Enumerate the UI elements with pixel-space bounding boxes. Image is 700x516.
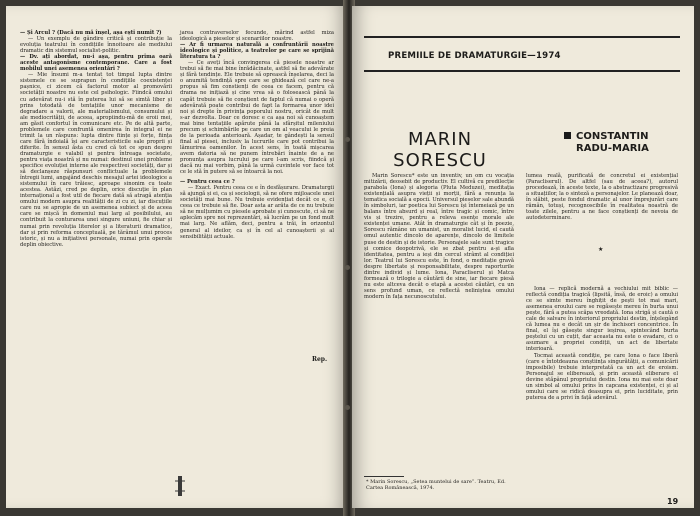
paragraph: Iona — replică modernă a vechiului mit biblic — reflectă condiția tragică (lipsită, însă, de eroic) a omului ce se simte mereu înghițit de pești tot mai mari, asemenea eroului care se regăsește mereu în burta unui pește, fără a putea scăpa vreodată. Iona strigă și caută o cale de salvare în interiorul propriului destin, înțelegând că lumea nu e decât un șir de închisori concentrice. În final, el își găsește singur ieșirea, spintecând burta peștelui cu un cuțit, dar aceasta nu este o evadare, ci o asumare a propriei condiții, un act de libertate interioară. <box>526 286 678 353</box>
banner-title: PREMIILE DE DRAMATURGIE—1974 <box>388 51 561 61</box>
left-page-column-1 <box>20 30 172 248</box>
right-page <box>352 6 694 508</box>
binding-hole <box>345 265 350 270</box>
right-page-column-1 <box>364 173 514 300</box>
binding-hole <box>345 405 350 410</box>
paragraph: — Și Arcul ? (Dacă nu mă înșel, așa ești numit ?) <box>20 30 162 36</box>
paragraph: lumea reală, purificată de concretul ei existențial (Paracliserul). De altfel (sau de aceea?), autorul procedează, în aceste texte, la o abstractizare progresivă a situațiilor, la o sinteză a personajelor. Le planează doar, în slăbit, peste fondul dramatic al unor împrejurări care rămân, totuși, recognoscibile în realitatea noastră de toate zilele, pentru a ne face conștienți de nevoia de autodeterminare. <box>526 173 678 222</box>
ornament-icon <box>174 476 186 496</box>
reporter-signature: Rep. <box>312 356 328 363</box>
winner-first-name: CONSTANTIN <box>576 131 649 142</box>
paragraph: — Pentru ceea ce ? <box>180 179 235 186</box>
left-page-column-2 <box>180 30 334 240</box>
paragraph: Tocmai această condiție, pe care Iona o face liberă (care e întotdeauna conștiința singurătății, a comunicării imposibile) trebuie interpretată ca un act de eroism. Personajul se eliberează, și prin această eliberare el devine stăpânul propriului destin. Iona nu mai este doar un simbol al omului prins în capcana existenței, ci și al omului care se ridică deasupra ei, prin luciditate, prin puterea de a privi în față adevărul. <box>526 352 678 401</box>
footnote: * Marin Sorescu, „Setea muntelui de sare”. Teatru, Ed. Cartea Românească, 1974. <box>366 479 506 491</box>
banner-rule-top <box>364 36 680 38</box>
footnote-rule <box>364 476 404 477</box>
paragraph: — Ar fi urmarea naturală a confruntării noastre ideologice și politice, a teatrelor pe care se sprijină literatura ta ? <box>180 42 334 61</box>
section-star-icon: ★ <box>598 246 604 253</box>
banner-rule-bottom <box>364 70 680 72</box>
binding-hole <box>345 137 350 142</box>
paragraph: — Ce aveți încă convingerea că piesele noastre ar trebui să fie mai bine înrădăcinate, astfel să fie adevărate și fără tendințe. Ele trebuie să oprească înșelarea, deci la o anumită tendință spre care se ghidează cel care ne-a propus să fim constienți de ceea ce facem, pentru că drama ne inițiază și cine vrea să o folosească până la capăt trebuie să fie conștient de faptul că numai o operă adevărată poate contribui de fapt la formarea unor idei noi și drepte în privința poporului nostru, oricât de mult s-ar dezvolta. Doar ce doresc e ca așa noi să cunoaștem mai bine tentațiile apărute până la sfârșitul mileniului precum și schimbările pe care un om al veacului le preia de la perioada anterioară. Așadar, te gândești la sensul final al piesei, inclusiv la lucrurile care pot contribui la lămurirea oamenilor. În acest sens, în toată mișcarea avem datoria să ne punem întrebări înainte de a ne pronunța asupra lucrului pe care l-am scris, fiindcă și dacă nu mai vorbim, până la urmă cuvintele vor face tot ce le stă în putere să se întoarcă la noi. <box>180 60 334 176</box>
paragraph: — Mie însumi m-a tentat tot timpul lupta dintre sistemele ce se suprapun în condițiile coexistenței pașnice, ci zicem că factorul motor al promovării societății noastre nu este cel psihologic. Fiindcă omului cu adevărat nu-i stă în puterea lui să se simtă liber și prins totodată de tentațiile unor mecanisme de degradare a valorii, ale materialismului, consumului și ale mediocrității, de aceea, apropiindu-mă de eroii mei, am găsit confortul în comunicare etc. Pe de altă parte, problemele care confruntă omenirea în integral ei ne trimit la un răspuns: lupta dintre ființe și forțe, ființa care fără îndoială își are caracteristicile sale proprii și diferite. În sensul ăsta cu cred că tot ce spun despre dramaturgie e valabil și pentru întreaga societate, pentru viața noastră și nu numai: destinul unei probleme specifice evoluției interne ale respectivei societăți, dar și să declanșeze răspunsuri conflictuale la problemele întregii lumi, angajând deschis mesajul artei ideologice a sistemului în care trăiesc, aproape sinonim cu toate acestea. Astăzi, cred pe deplin, orice discuție în plan internațional a fost util de fiecare dată să atragă atenția omului modern asupra realității de zi cu zi, iar discuțiile care nu se apropie de un asemenea subiect și de aceea care se mișcă în domeniul mai larg al posibilului, au contribuit la conturarea unei singure uniuni, fie chiar și numai prin revoluția literelor și a literaturii dramatice, dar și prin reforma conceptuală, pe tărâmul unui proces istoric, și nu a inițiativei personale, numai prin operele deplin obiective. <box>20 72 172 248</box>
paragraph: — Un exemplu de gândire critică și contribuție la evoluția teatrului în condițiile înnoitoare ale mediului dramatic din sistemul socialist-politic. <box>20 36 172 55</box>
winner-name-radu-maria <box>564 131 649 155</box>
right-page-column-2-top <box>526 173 678 221</box>
paragraph: — Dv. ați abordat, nu-i așa, pentru prima oară aceste antagonisme contemporane. Care a fost mobilul unei asemenea orientări ? <box>20 54 172 73</box>
paragraph: jarea contraverselor fecunde, mărind astfel miza ideologică a pieselor și scenariilor noastre. <box>180 30 334 43</box>
page-number: 19 <box>667 497 679 506</box>
left-page <box>6 6 346 508</box>
paragraph: — Exact. Pentru ceea ce e în desfășurare. Dramaturgii să ajungă și ei, ca și sociologii, să ne ofere mijloacele unei societăți mai bune. Nu trebuie evidențiat decât ce e, ci ceea ce trebuie să fie. Doar asta ar arăta de ce nu trebuie să ne mulțumim cu piesele aprobate și cunoscute, ci să ne aplecăm spre noi reprezentări, să lucrăm pe un fond mult mai larg. Ne aflăm, deci, pentru a trăi, în orizontul general al ideilor, ca și în cel al cunoașterii și al sensibilității actuale. <box>180 185 334 240</box>
bullet-square-icon <box>564 132 571 139</box>
paragraph: Marin Sorescu* este un inventiv, un om cu vocația mitizării, deosebit de productiv. El cultivă cu predilecție parabola (Iona) și alegoria (Pluta Meduzei), meditația existențială asupra vieții și morții, fără a renunța la tematica socială a epocii. Universul pieselor sale abundă în simboluri, iar poetica lui Sorescu își întemeiază pe un balans între absurd și real, între tragic și comic, între vis și trezire, pentru a releva esențe morale ale existenței umane. Atât în dramaturgie cât și în poezie, Sorescu rămâne un umanist, un moralist lucid, el caută omul autentic dincolo de aparențe, dincolo de limitele puse de destin și de istorie. Personajele sale sunt tragice și comice deopotrivă, ele se zbat pentru a-și afla identitatea, pentru a ieși din cercul strâmt al condiției lor. Teatrul lui Sorescu este, în fond, o meditație gravă despre libertate și responsabilitate, despre raporturile dintre individ și lume. Iona, Paracliserul și Matca formează o trilogie a căutării de sine, iar fiecare piesă nu este altceva decât o etapă a acestei căutări, cu un sens profund uman, ce reflectă neliniștea omului modern în fața necunoscutului. <box>364 173 514 300</box>
winner-name-sorescu: MARIN SORESCU <box>393 129 487 171</box>
right-page-column-2-bottom <box>526 286 678 401</box>
winner-last-name: RADU-MARIA <box>576 143 649 154</box>
